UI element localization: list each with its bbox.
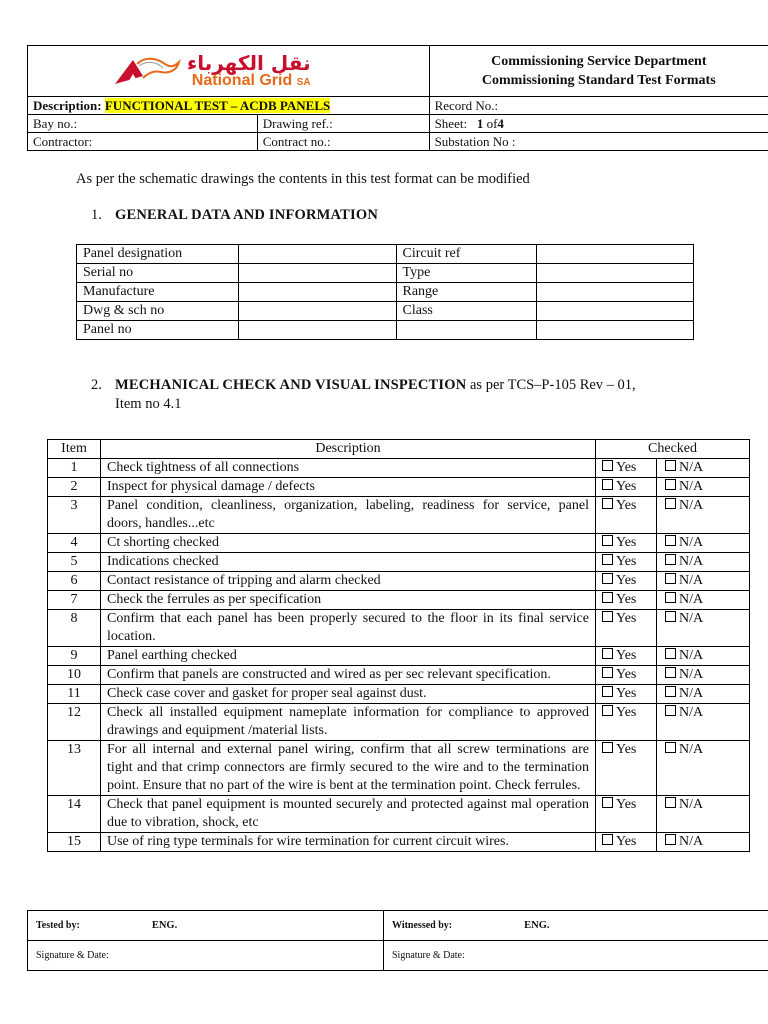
table-row: [48, 534, 750, 553]
general-data-table: [76, 244, 694, 340]
general-field-value[interactable]: [238, 264, 396, 283]
item-number: 9: [48, 647, 101, 666]
item-number: 4: [48, 534, 101, 553]
general-field-value[interactable]: [238, 245, 396, 264]
general-field-label: Circuit ref: [396, 245, 537, 264]
na-checkbox[interactable]: N/A: [657, 833, 750, 852]
yes-checkbox[interactable]: Yes: [596, 572, 657, 591]
yes-checkbox[interactable]: Yes: [596, 497, 657, 534]
table-row: [48, 572, 750, 591]
item-number: 13: [48, 741, 101, 796]
table-row: [48, 704, 750, 741]
general-field-value[interactable]: [238, 321, 396, 340]
form-header: [27, 45, 768, 151]
checkbox-icon: [665, 705, 676, 716]
general-field-label: Serial no: [77, 264, 239, 283]
item-number: 1: [48, 459, 101, 478]
table-row: [48, 833, 750, 852]
table-row: [48, 497, 750, 534]
checkbox-icon: [665, 834, 676, 845]
general-field-label: [396, 321, 537, 340]
checkbox-icon: [665, 573, 676, 584]
yes-checkbox[interactable]: Yes: [596, 478, 657, 497]
item-description: Indications checked: [101, 553, 596, 572]
format-title: Commissioning Standard Test Formats: [481, 73, 716, 88]
checkbox-icon: [602, 535, 613, 546]
item-description: Check the ferrules as per specification: [101, 591, 596, 610]
table-row: [48, 459, 750, 478]
na-checkbox[interactable]: N/A: [657, 591, 750, 610]
general-field-value[interactable]: [537, 302, 694, 321]
yes-checkbox[interactable]: Yes: [596, 704, 657, 741]
checkbox-icon: [665, 667, 676, 678]
logo-cell: [28, 46, 430, 97]
general-field-value[interactable]: [537, 245, 694, 264]
substation-no-field[interactable]: Substation No :: [429, 133, 768, 151]
general-data-row: [77, 321, 694, 340]
checkbox-icon: [602, 705, 613, 716]
intro-note: As per the schematic drawings the contents in this test format can be modified: [76, 171, 530, 187]
item-number: 5: [48, 553, 101, 572]
col-header-checked: Checked: [596, 440, 750, 459]
yes-checkbox[interactable]: Yes: [596, 647, 657, 666]
checkbox-icon: [602, 686, 613, 697]
na-checkbox[interactable]: N/A: [657, 534, 750, 553]
record-no-field[interactable]: Record No.:: [429, 97, 768, 115]
item-number: 11: [48, 685, 101, 704]
general-data-row: [77, 283, 694, 302]
checkbox-icon: [665, 742, 676, 753]
sheet-of: of: [486, 115, 498, 131]
general-field-label: Panel designation: [77, 245, 239, 264]
logo-english-text: National Grid SA: [191, 72, 311, 89]
checkbox-icon: [665, 460, 676, 471]
checkbox-icon: [665, 592, 676, 603]
checkbox-icon: [602, 498, 613, 509]
item-number: 2: [48, 478, 101, 497]
item-description: Panel earthing checked: [101, 647, 596, 666]
item-description: Confirm that each panel has been properly secured to the floor in its final service location.: [101, 610, 596, 647]
table-row: [48, 741, 750, 796]
national-grid-logo-icon: [113, 54, 181, 88]
checkbox-icon: [602, 667, 613, 678]
signature-date-left[interactable]: Signature & Date:: [28, 941, 384, 971]
na-checkbox[interactable]: N/A: [657, 704, 750, 741]
item-description: Use of ring type terminals for wire termination for current circuit wires.: [101, 833, 596, 852]
department-title: Commissioning Service Department: [491, 54, 707, 69]
na-checkbox[interactable]: N/A: [657, 459, 750, 478]
general-field-value[interactable]: [537, 283, 694, 302]
item-number: 12: [48, 704, 101, 741]
item-number: 8: [48, 610, 101, 647]
na-checkbox[interactable]: N/A: [657, 572, 750, 591]
item-number: 3: [48, 497, 101, 534]
yes-checkbox[interactable]: Yes: [596, 833, 657, 852]
sheet-field: Sheet: 1 of4: [429, 115, 768, 133]
item-description: Panel condition, cleanliness, organization, labeling, readiness for service, panel doors, handles...etc: [101, 497, 596, 534]
item-description: Check tightness of all connections: [101, 459, 596, 478]
checkbox-icon: [665, 498, 676, 509]
checkbox-icon: [602, 611, 613, 622]
na-checkbox[interactable]: N/A: [657, 497, 750, 534]
general-field-label: Class: [396, 302, 537, 321]
table-row: [48, 478, 750, 497]
general-field-label: Type: [396, 264, 537, 283]
table-row: [48, 591, 750, 610]
yes-checkbox[interactable]: Yes: [596, 796, 657, 833]
signature-footer: [27, 910, 768, 971]
col-header-item: Item: [48, 440, 101, 459]
sheet-current: 1: [476, 115, 484, 131]
contract-no-field[interactable]: Contract no.:: [257, 133, 429, 151]
general-data-row: [77, 245, 694, 264]
checkbox-icon: [602, 648, 613, 659]
table-row: [48, 647, 750, 666]
checkbox-icon: [665, 479, 676, 490]
table-row: [48, 610, 750, 647]
checkbox-icon: [665, 797, 676, 808]
checkbox-icon: [602, 554, 613, 565]
general-field-label: Dwg & sch no: [77, 302, 239, 321]
item-description: For all internal and external panel wiring, confirm that all screw terminations are tight and that crimp connectors are firmly secured to the wire and to the termination point. Ensure that no part of the wire is bent at the termination point. Check ferrules.: [101, 741, 596, 796]
item-description: Inspect for physical damage / defects: [101, 478, 596, 497]
na-checkbox[interactable]: N/A: [657, 478, 750, 497]
description-cell: [28, 97, 430, 115]
checkbox-icon: [602, 797, 613, 808]
general-field-label: Range: [396, 283, 537, 302]
item-number: 10: [48, 666, 101, 685]
item-number: 6: [48, 572, 101, 591]
sheet-total: 4: [497, 115, 504, 131]
yes-checkbox[interactable]: Yes: [596, 685, 657, 704]
general-field-label: Panel no: [77, 321, 239, 340]
item-number: 14: [48, 796, 101, 833]
bay-no-field[interactable]: Bay no.:: [28, 115, 258, 133]
checkbox-icon: [665, 686, 676, 697]
yes-checkbox[interactable]: Yes: [596, 666, 657, 685]
tested-by-field[interactable]: Tested by: ENG.: [28, 911, 384, 941]
section-2-title: 2. MECHANICAL CHECK AND VISUAL INSPECTION as per TCS–P-105 Rev – 01, Item no 4.1: [91, 377, 636, 412]
col-header-description: Description: [101, 440, 596, 459]
table-row: [48, 796, 750, 833]
item-description: Ct shorting checked: [101, 534, 596, 553]
item-description: Check all installed equipment nameplate information for compliance to approved drawings and equipment /material lists.: [101, 704, 596, 741]
checkbox-icon: [602, 479, 613, 490]
general-field-value[interactable]: [537, 264, 694, 283]
checkbox-icon: [602, 573, 613, 584]
na-checkbox[interactable]: N/A: [657, 553, 750, 572]
item-number: 15: [48, 833, 101, 852]
witnessed-by-field[interactable]: Witnessed by: ENG.: [384, 911, 768, 941]
yes-checkbox[interactable]: Yes: [596, 591, 657, 610]
yes-checkbox[interactable]: Yes: [596, 610, 657, 647]
na-checkbox[interactable]: N/A: [657, 647, 750, 666]
signature-date-right[interactable]: Signature & Date:: [384, 941, 768, 971]
checkbox-icon: [665, 535, 676, 546]
general-data-row: [77, 264, 694, 283]
yes-checkbox[interactable]: Yes: [596, 534, 657, 553]
description-label: Description:: [33, 97, 102, 113]
na-checkbox[interactable]: N/A: [657, 685, 750, 704]
general-field-label: Manufacture: [77, 283, 239, 302]
checkbox-icon: [602, 460, 613, 471]
general-data-row: [77, 302, 694, 321]
section-1-title: 1. GENERAL DATA AND INFORMATION: [91, 207, 378, 223]
item-description: Contact resistance of tripping and alarm checked: [101, 572, 596, 591]
checkbox-icon: [602, 742, 613, 753]
company-logo: [113, 53, 424, 89]
yes-checkbox[interactable]: Yes: [596, 553, 657, 572]
table-row: [48, 666, 750, 685]
na-checkbox[interactable]: N/A: [657, 666, 750, 685]
logo-arabic-text: نقل الكهرباء: [187, 51, 311, 75]
general-field-value[interactable]: [238, 302, 396, 321]
general-field-value[interactable]: [537, 321, 694, 340]
checkbox-icon: [602, 834, 613, 845]
na-checkbox[interactable]: N/A: [657, 610, 750, 647]
description-value: FUNCTIONAL TEST – ACDB PANELS: [104, 97, 331, 113]
yes-checkbox[interactable]: Yes: [596, 459, 657, 478]
item-description: Confirm that panels are constructed and wired as per sec relevant specification.: [101, 666, 596, 685]
na-checkbox[interactable]: N/A: [657, 796, 750, 833]
item-number: 7: [48, 591, 101, 610]
table-row: [48, 685, 750, 704]
mechanical-check-table: [47, 439, 750, 852]
drawing-ref-field[interactable]: Drawing ref.:: [257, 115, 429, 133]
general-field-value[interactable]: [238, 283, 396, 302]
na-checkbox[interactable]: N/A: [657, 741, 750, 796]
item-description: Check that panel equipment is mounted securely and protected against mal operation due to vibration, shock, etc: [101, 796, 596, 833]
contractor-field[interactable]: Contractor:: [28, 133, 258, 151]
checkbox-icon: [665, 648, 676, 659]
checkbox-icon: [602, 592, 613, 603]
checkbox-icon: [665, 611, 676, 622]
item-description: Check case cover and gasket for proper seal against dust.: [101, 685, 596, 704]
department-cell: [429, 46, 768, 97]
table-row: [48, 553, 750, 572]
checkbox-icon: [665, 554, 676, 565]
yes-checkbox[interactable]: Yes: [596, 741, 657, 796]
